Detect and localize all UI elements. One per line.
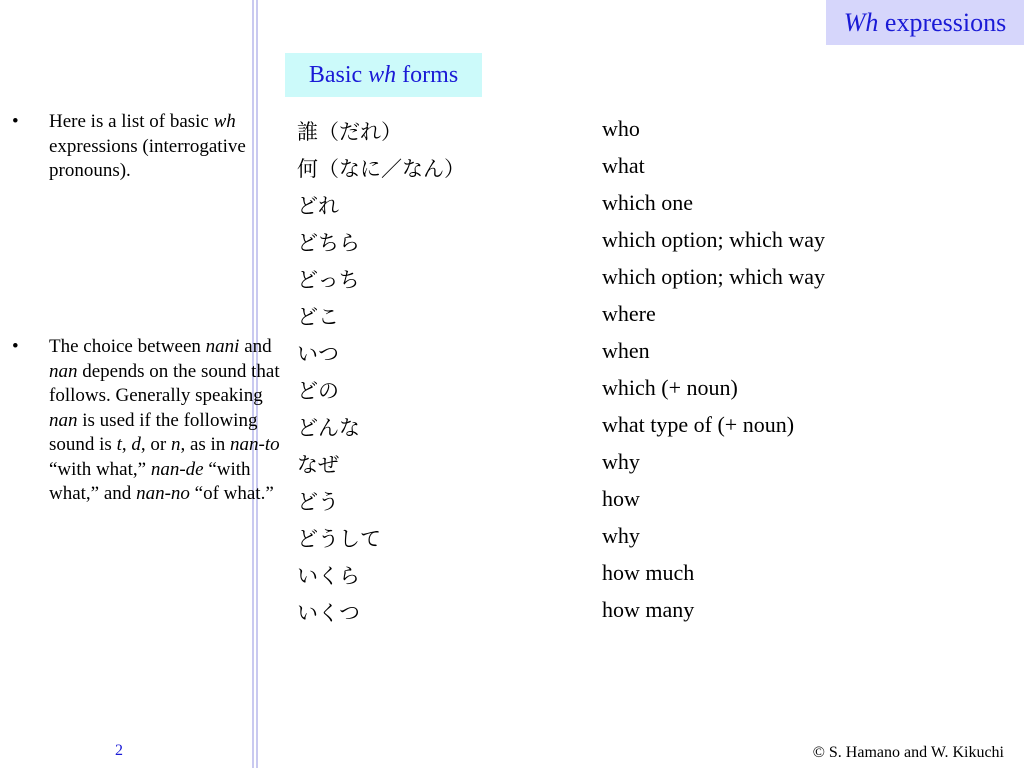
note2-text-o: “with what,” (49, 458, 151, 480)
note2-text-b: nani (205, 336, 240, 357)
note2-text-d: nan (49, 360, 78, 382)
jp-term: どっち (297, 268, 360, 292)
en-gloss: when (602, 338, 650, 363)
jp-term: いくら (297, 564, 360, 588)
section-title (285, 53, 482, 97)
jp-term: どちら (297, 231, 360, 255)
jp-term: いつ (297, 342, 339, 366)
header-title-italic: Wh (843, 7, 879, 37)
note2-text-f: nan (49, 409, 78, 431)
note1-text-b: wh (213, 111, 236, 132)
jp-term: 誰（だれ） (297, 120, 402, 144)
en-gloss: which one (602, 190, 694, 215)
note2-text-q: “with what,” and (49, 458, 251, 504)
en-gloss: how many (602, 597, 695, 622)
section-title-italic: wh (368, 61, 397, 88)
en-gloss: who (602, 116, 640, 141)
bullet-glyph: • (12, 111, 19, 132)
en-gloss: which option; which way (602, 227, 826, 252)
jp-term: 何（なに／なん） (297, 157, 465, 181)
note2-text-a: The choice between (49, 336, 206, 357)
note2-text-j: d (131, 434, 141, 455)
jp-term: どうして (297, 527, 381, 551)
jp-term: どこ (297, 305, 339, 329)
en-gloss: which (+ noun) (602, 375, 738, 400)
note2-text-n: nan-to (230, 434, 280, 455)
note-bullet-1 (12, 110, 250, 184)
bullet-glyph: • (12, 336, 19, 357)
note-bullet-2 (12, 335, 287, 507)
note2-text-m: , as in (180, 434, 231, 455)
en-gloss: why (602, 523, 640, 548)
slide-header-title (826, 0, 1024, 45)
header-title-rest: expressions (878, 7, 1007, 37)
note2-text-g: is used if the following sound is (49, 409, 258, 455)
en-gloss: what (602, 153, 645, 178)
note2-text-h: t (116, 434, 122, 455)
note1-text-c: expressions (interrogative pronouns). (49, 135, 246, 181)
section-title-pre: Basic (308, 61, 369, 88)
copyright-notice: © S. Hamano and W. Kikuchi (812, 744, 1004, 761)
note2-text-l: n (170, 434, 181, 455)
jp-term: どれ (297, 194, 339, 218)
note2-text-s: “of what.” (189, 483, 274, 504)
note2-text-c: and (239, 336, 272, 357)
note1-text-a: Here is a list of basic (49, 111, 214, 132)
note2-text-e: depends on the sound that follows. Generally speaking (49, 360, 280, 406)
section-title-post: forms (396, 61, 459, 88)
page-number: 2 (115, 742, 123, 759)
jp-term: いくつ (297, 601, 360, 625)
note2-text-p: nan-de (150, 458, 204, 480)
jp-term: どう (297, 490, 339, 514)
jp-term: どんな (297, 416, 360, 440)
en-gloss: where (602, 301, 656, 326)
note2-text-i: , (121, 434, 132, 455)
jp-term: どの (297, 379, 339, 403)
en-gloss: how (602, 486, 640, 511)
en-gloss: what type of (+ noun) (602, 412, 795, 437)
en-gloss: which option; which way (602, 264, 826, 289)
jp-term: なぜ (297, 453, 339, 477)
en-gloss: why (602, 449, 640, 474)
notes-panel (12, 110, 280, 504)
note2-text-r: nan-no (136, 483, 190, 504)
en-gloss: how much (602, 560, 695, 585)
note2-text-k: , or (140, 434, 171, 455)
